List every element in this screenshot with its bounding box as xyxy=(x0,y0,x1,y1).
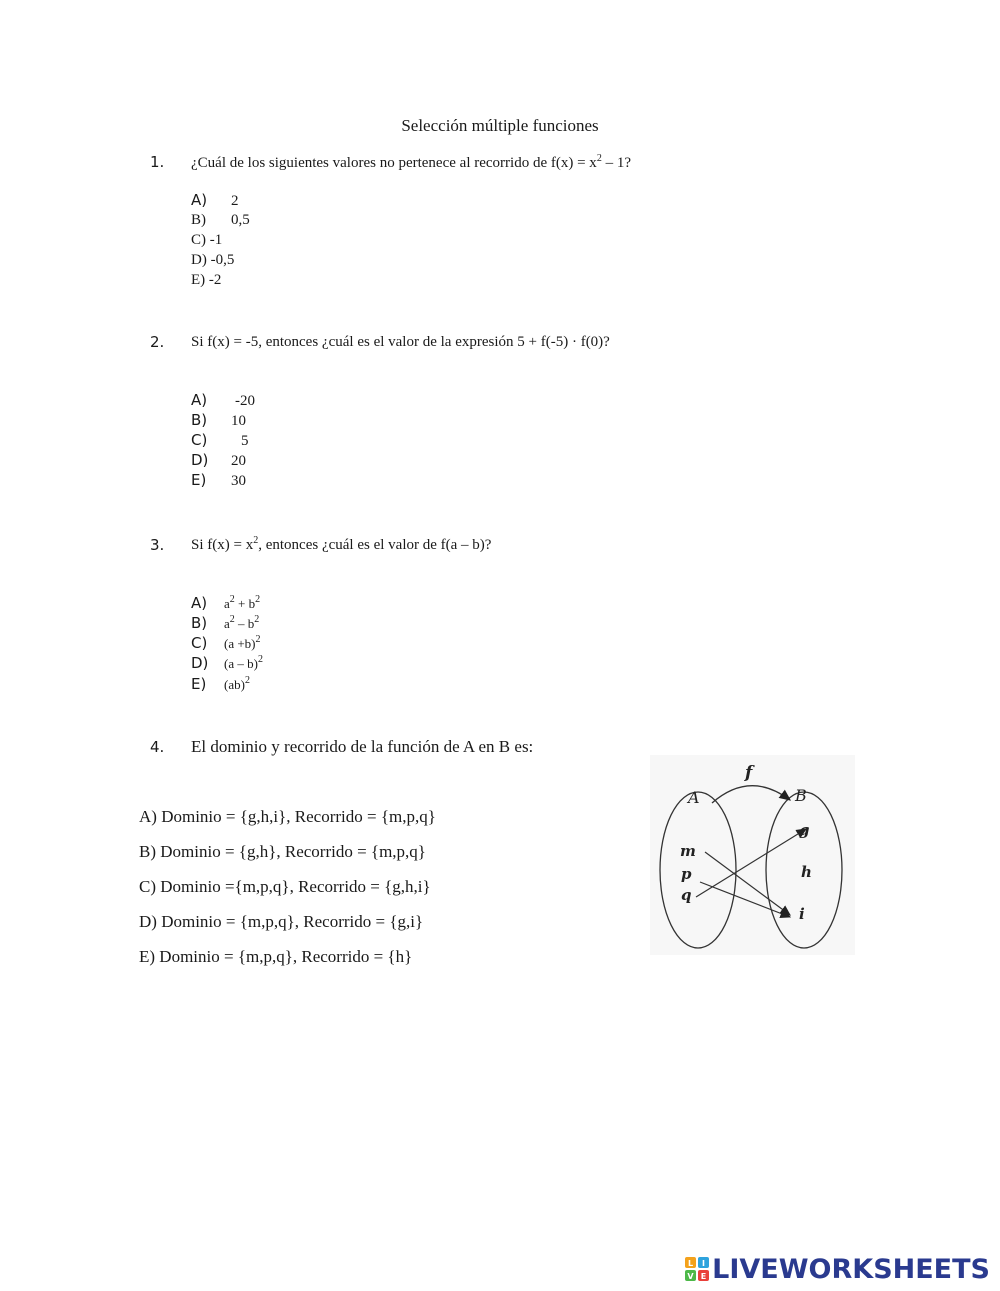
q1-option-a[interactable]: A) 2 xyxy=(191,191,239,209)
logo-letter-e: E xyxy=(700,1272,707,1281)
element-i: i xyxy=(799,905,805,923)
liveworksheets-logo[interactable] xyxy=(685,1254,990,1285)
page-title: Selección múltiple funciones xyxy=(401,116,599,135)
set-b-label: B xyxy=(795,786,807,805)
q1-number: 1. xyxy=(150,153,165,171)
q3-option-d[interactable]: D) (a – b)$^2$ xyxy=(191,654,263,672)
logo-letter-v: V xyxy=(687,1272,694,1281)
q4-option-c[interactable]: C) Dominio ={m,p,q}, Recorrido = {g,h,i} xyxy=(139,877,431,896)
q3-text: Si $f(x) = x^2$, entonces ¿cuál es el valor de f(a – b)? xyxy=(191,535,492,553)
logo-text: LIVEWORKSHEETS xyxy=(712,1254,990,1285)
q4-option-b[interactable]: B) Dominio = {g,h}, Recorrido = {m,p,q} xyxy=(139,842,426,861)
logo-letter-l: L xyxy=(688,1259,694,1268)
q2-option-e[interactable]: E) 30 xyxy=(191,471,246,489)
q3-option-a[interactable]: A) $a^2 + b^2$ xyxy=(191,594,261,612)
q3-number: 3. xyxy=(150,536,165,554)
q1-option-d[interactable]: D) -0,5 xyxy=(191,252,235,268)
element-q: q xyxy=(681,886,692,904)
q4-option-e[interactable]: E) Dominio = {m,p,q}, Recorrido = {h} xyxy=(139,947,413,966)
q2-option-a[interactable]: A) -20 xyxy=(191,391,255,409)
q4-option-a[interactable]: A) Dominio = {g,h,i}, Recorrido = {m,p,q} xyxy=(139,807,436,826)
logo-blocks-icon xyxy=(685,1257,709,1281)
q1-option-b[interactable]: B) 0,5 xyxy=(191,212,250,228)
element-g: g xyxy=(799,821,810,839)
logo-letter-i: I xyxy=(702,1259,706,1268)
q3-option-b[interactable]: B) $a^2 - b^2$ xyxy=(191,614,260,632)
q1-option-e[interactable]: E) -2 xyxy=(191,272,222,288)
element-m: m xyxy=(680,842,696,860)
q1-option-c[interactable]: C) -1 xyxy=(191,232,223,248)
element-p: p xyxy=(681,865,692,883)
q2-option-b[interactable]: B) 10 xyxy=(191,411,246,429)
q2-number: 2. xyxy=(150,333,165,351)
element-h: h xyxy=(801,863,812,881)
q2-option-c[interactable]: C) 5 xyxy=(191,431,249,449)
q4-number: 4. xyxy=(150,738,165,756)
q3-option-e[interactable]: E) (ab)$^2$ xyxy=(191,675,250,693)
q3-option-c[interactable]: C) $(a +b)^2$ xyxy=(191,634,261,652)
q4-text: El dominio y recorrido de la función de A en B es: xyxy=(191,737,534,756)
q4-option-d[interactable]: D) Dominio = {m,p,q}, Recorrido = {g,i} xyxy=(139,912,424,931)
q2-option-d[interactable]: D) 20 xyxy=(191,451,246,469)
q1-text: ¿Cuál de los siguientes valores no pertenece al recorrido de $f(x) = x^2 - 1$? xyxy=(191,153,631,171)
function-arrow-diagram xyxy=(650,755,855,955)
set-a-label: A xyxy=(688,788,700,807)
q2-text: Si f(x) = -5, entonces ¿cuál es el valor de la expresión 5 + f(-5) · f(0)? xyxy=(191,334,610,350)
function-label: f xyxy=(745,763,753,783)
